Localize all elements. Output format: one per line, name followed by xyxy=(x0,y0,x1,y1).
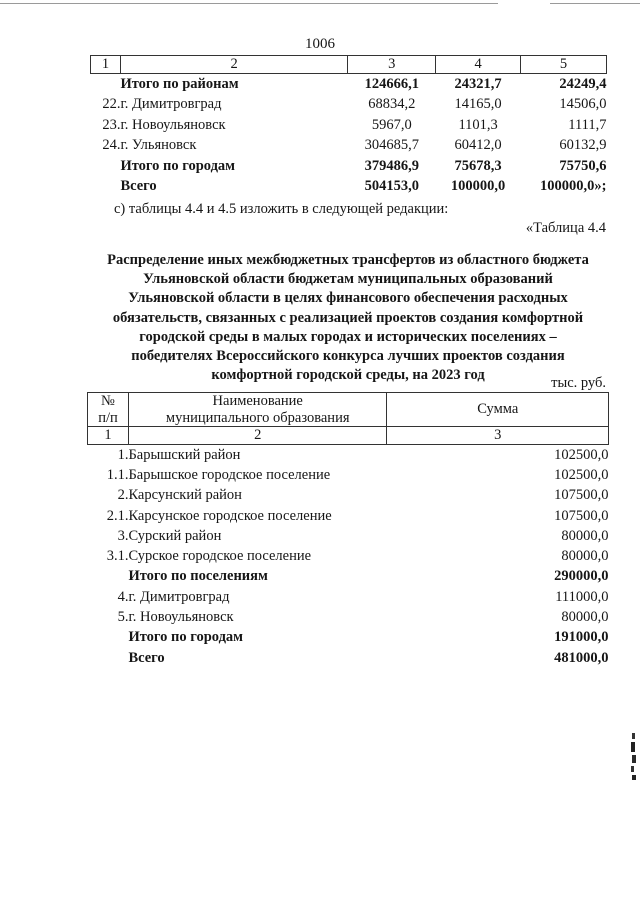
value-col4: 1101,3 xyxy=(458,116,498,133)
row-value: 102500,0 xyxy=(554,466,609,483)
table-title xyxy=(86,251,610,385)
value-col5: 1111,7 xyxy=(568,116,607,133)
row-name: г. Новоульяновск xyxy=(120,116,226,133)
value-col4: 75678,3 xyxy=(454,157,502,174)
table-row xyxy=(88,587,609,607)
distribution-table xyxy=(87,392,609,668)
table-row xyxy=(88,526,609,546)
row-value: 80000,0 xyxy=(561,527,609,544)
row-name: Барышский район xyxy=(128,446,241,463)
title-line: комфортной городской среды, на 2023 год xyxy=(211,367,485,384)
table-row xyxy=(88,486,609,506)
column-number: 2 xyxy=(120,56,347,74)
value-col4: 60412,0 xyxy=(454,137,502,154)
table-row xyxy=(91,115,607,136)
table-row xyxy=(88,567,609,587)
row-value: 111000,0 xyxy=(555,588,609,605)
table-header-numbers xyxy=(88,427,609,445)
row-name: г. Димитровград xyxy=(120,96,222,113)
row-number: 23. xyxy=(102,116,121,133)
value-col3: 5967,0 xyxy=(371,116,412,133)
row-name: г. Димитровград xyxy=(128,588,230,605)
row-number xyxy=(88,628,129,648)
title-line: обязательств, связанных с реализацией проектов создания комфортной xyxy=(112,309,584,326)
value-col4: 14165,0 xyxy=(454,96,502,113)
value-col3: 379486,9 xyxy=(364,157,419,174)
header-name xyxy=(128,393,387,427)
value-col5: 60132,9 xyxy=(559,137,607,154)
column-number: 2 xyxy=(128,427,387,445)
table-header-row xyxy=(91,56,607,74)
title-line: победителях Всероссийского конкурса лучших проектов создания xyxy=(131,348,565,365)
row-name: Всего xyxy=(120,178,157,195)
row-number: 4. xyxy=(117,588,129,605)
row-number: 3.1. xyxy=(106,548,129,565)
header-number xyxy=(88,393,129,427)
column-number: 1 xyxy=(91,56,121,74)
row-number: 24. xyxy=(102,137,121,154)
row-name: Сурский район xyxy=(128,527,222,544)
row-number xyxy=(91,74,121,95)
table-row xyxy=(88,506,609,526)
row-name: г. Ульяновск xyxy=(120,137,197,154)
value-col3: 304685,7 xyxy=(364,137,419,154)
row-name: Итого по городам xyxy=(128,629,244,646)
row-name: Карсунское городское поселение xyxy=(128,507,332,524)
row-number xyxy=(88,567,129,587)
title-line: городской среды в малых городах и исторических поселениях – xyxy=(139,328,557,345)
header-line: Наименование xyxy=(212,393,303,409)
continued-table xyxy=(90,55,607,197)
title-line: Распределение иных межбюджетных трансфертов из областного бюджета xyxy=(107,252,589,268)
scan-top-edge xyxy=(0,0,640,6)
value-col5: 100000,0»; xyxy=(540,178,607,195)
row-number xyxy=(88,648,129,668)
table-row xyxy=(88,546,609,566)
title-line: Ульяновской области бюджетам муниципальных образований xyxy=(143,271,553,288)
table-row xyxy=(88,628,609,648)
value-col4: 24321,7 xyxy=(454,75,502,92)
header-sum: Сумма xyxy=(387,393,609,427)
title-line: Ульяновской области в целях финансового обеспечения расходных xyxy=(128,290,568,307)
value-col5: 24249,4 xyxy=(559,75,607,92)
column-number: 5 xyxy=(521,56,607,74)
table-row xyxy=(88,465,609,485)
scan-edge-mark xyxy=(631,733,637,781)
value-col3: 68834,2 xyxy=(368,96,416,113)
row-name: Итого по городам xyxy=(120,157,236,174)
row-value: 191000,0 xyxy=(554,629,609,646)
row-number: 22. xyxy=(102,96,121,113)
row-number: 5. xyxy=(117,609,129,626)
value-col4: 100000,0 xyxy=(450,178,506,195)
row-value: 80000,0 xyxy=(561,548,609,565)
row-number: 1. xyxy=(117,446,129,463)
column-number: 3 xyxy=(387,427,609,445)
header-line: № xyxy=(101,393,115,409)
table-label: «Таблица 4.4 xyxy=(525,220,606,236)
row-number: 2. xyxy=(117,487,129,504)
value-col5: 14506,0 xyxy=(559,96,607,113)
row-value: 290000,0 xyxy=(554,568,609,585)
page-number: 1006 xyxy=(305,36,335,52)
row-value: 107500,0 xyxy=(554,487,609,504)
row-value: 107500,0 xyxy=(554,507,609,524)
row-number: 1.1. xyxy=(106,466,129,483)
table-row xyxy=(91,95,607,116)
table-header-row xyxy=(88,393,609,427)
row-value: 80000,0 xyxy=(561,609,609,626)
row-name: Сурское городское поселение xyxy=(128,548,312,565)
row-number: 3. xyxy=(117,527,129,544)
row-name: г. Новоульяновск xyxy=(128,609,234,626)
header-line: муниципального образования xyxy=(165,409,350,426)
column-number: 1 xyxy=(88,427,129,445)
row-name: Всего xyxy=(128,649,165,666)
row-name: Итого по поселениям xyxy=(128,568,268,585)
row-name: Карсунский район xyxy=(128,487,242,504)
row-value: 102500,0 xyxy=(554,446,609,463)
row-number xyxy=(91,177,121,198)
column-number: 4 xyxy=(436,56,521,74)
row-name: Барышское городское поселение xyxy=(128,466,331,483)
value-col3: 504153,0 xyxy=(364,178,419,195)
table-row xyxy=(88,445,609,466)
column-number: 3 xyxy=(348,56,436,74)
amendment-note: с) таблицы 4.4 и 4.5 изложить в следующей редакции: xyxy=(114,201,449,217)
units-label: тыс. руб. xyxy=(551,375,606,391)
row-number xyxy=(91,156,121,177)
table-row xyxy=(91,156,607,177)
row-number: 2.1. xyxy=(106,507,129,524)
table-row xyxy=(91,74,607,95)
row-name: Итого по районам xyxy=(120,75,239,92)
table-row xyxy=(91,136,607,157)
header-line: п/п xyxy=(98,409,118,426)
value-col5: 75750,6 xyxy=(559,157,607,174)
value-col3: 124666,1 xyxy=(364,75,419,92)
row-value: 481000,0 xyxy=(554,649,609,666)
table-row xyxy=(88,648,609,668)
table-row xyxy=(88,607,609,627)
table-row xyxy=(91,177,607,198)
